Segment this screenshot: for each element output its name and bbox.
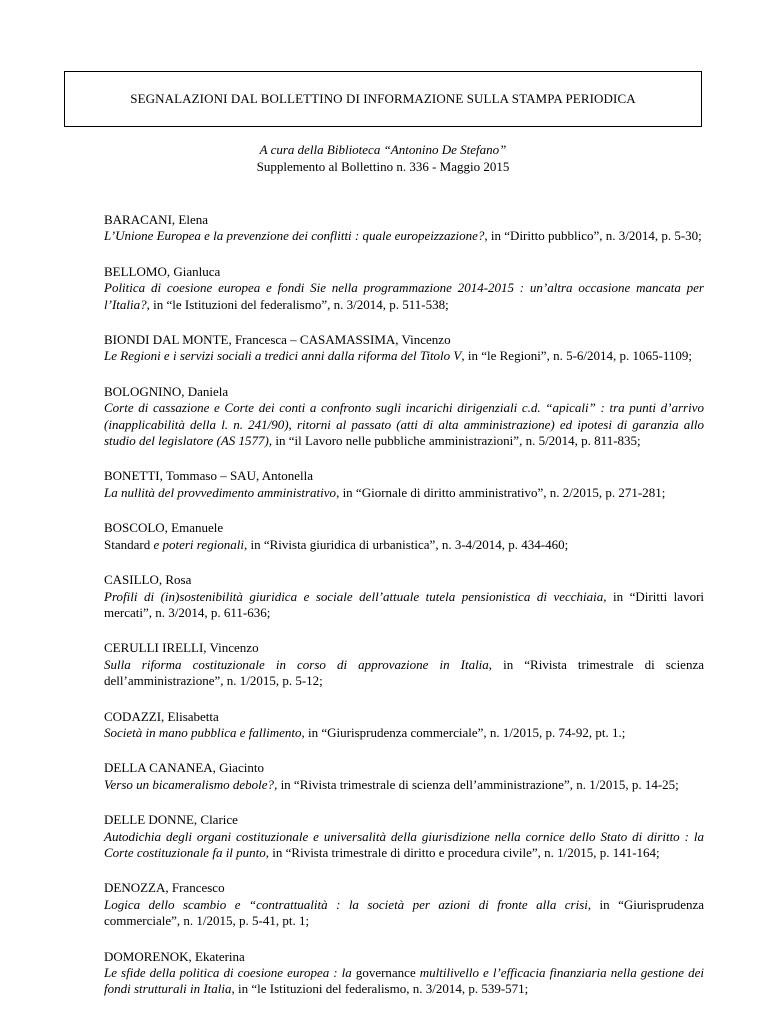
bibliography-entry [104, 468, 704, 501]
bibliography-entry [104, 949, 704, 998]
entry-reference [104, 348, 704, 364]
entry-reference [104, 400, 704, 449]
supplement-line: Supplemento al Bollettino n. 336 - Maggio 2015 [256, 159, 510, 174]
entry-reference [104, 485, 704, 501]
bibliography-entry [104, 332, 704, 365]
entry-title: Le Regioni e i servizi sociali a tredici anni dalla riforma del Titolo V [104, 348, 462, 364]
bibliography-entry [104, 812, 704, 861]
entry-source: , in “Diritto pubblico”, n. 3/2014, p. 5-30; [484, 228, 702, 244]
entry-author: DOMORENOK, Ekaterina [104, 948, 245, 964]
entry-title-upright: governance [355, 965, 416, 980]
entry-source: , in “Rivista trimestrale di diritto e procedura civile”, n. 1/2015, p. 141-164; [265, 844, 660, 860]
entry-author: DELLA CANANEA, Giacinto [104, 760, 264, 776]
entry-reference [104, 280, 704, 313]
entry-source: , in “le Regioni”, n. 5-6/2014, p. 1065-1109; [461, 348, 692, 364]
entry-source: , in “Rivista trimestrale di scienza dell’amministrazione”, n. 1/2015, p. 5-12; [104, 656, 704, 689]
entry-author: BONETTI, Tommaso – SAU, Antonella [104, 468, 314, 484]
entry-reference [104, 589, 704, 622]
entry-source: , in “il Lavoro nelle pubbliche amministrazioni”, n. 5/2014, p. 811-835; [268, 433, 641, 449]
entry-reference [104, 897, 704, 930]
entry-title: Le sfide della politica di coesione europea : la [104, 965, 356, 980]
bibliography-entry [104, 572, 704, 621]
bibliography-list [104, 212, 704, 1017]
entry-title: Logica dello scambio e “contrattualità : la società per azioni di fronte alla crisi [104, 896, 588, 912]
entry-source: , in “Giurisprudenza commerciale”, n. 1/2015, p. 74-92, pt. 1.; [301, 724, 626, 740]
bibliography-entry [104, 760, 704, 793]
header-title: SEGNALAZIONI DAL BOLLETTINO DI INFORMAZIONE SULLA STAMPA PERIODICA [130, 91, 636, 106]
entry-title: e poteri regionali [153, 536, 244, 552]
entry-reference [104, 228, 704, 244]
entry-reference [104, 725, 704, 741]
bibliography-entry [104, 212, 704, 245]
entry-reference [104, 657, 704, 690]
entry-source: , in “Diritti lavori mercati”, n. 3/2014, p. 611-636; [104, 588, 705, 620]
entry-source: , in “Rivista giuridica di urbanistica”, n. 3-4/2014, p. 434-460; [243, 536, 569, 552]
entry-author: CASILLO, Rosa [104, 572, 192, 588]
entry-source: , in “le Istituzioni del federalismo”, n. 3/2014, p. 511-538; [146, 296, 449, 312]
bibliography-entry [104, 384, 704, 450]
entry-author: BOLOGNINO, Daniela [104, 383, 229, 399]
entry-author: BIONDI DAL MONTE, Francesca – CASAMASSIMA, Vincenzo [104, 332, 451, 348]
entry-title: L’Unione Europea e la prevenzione dei conflitti : quale europeizzazione? [104, 228, 485, 244]
header-subtitle [64, 141, 702, 175]
entry-author: DELLE DONNE, Clarice [104, 812, 238, 828]
entry-source: , in “Giurisprudenza commerciale”, n. 1/2015, p. 5-41, pt. 1; [104, 896, 704, 929]
entry-source: , in “Giornale di diritto amministrativo”, n. 2/2015, p. 271-281; [336, 484, 666, 500]
bibliography-entry [104, 520, 704, 553]
entry-source: , in “le Istituzioni del federalismo, n. 3/2014, p. 539-571; [231, 981, 529, 997]
entry-title: Profili di (in)sostenibilità giuridica e sociale dell’attuale tutela pensionistica di vecchiaia [104, 588, 604, 604]
entry-author: CODAZZI, Elisabetta [104, 708, 219, 724]
entry-title: Sulla riforma costituzionale in corso di approvazione in Italia [104, 656, 489, 672]
entry-title: Autodichia degli organi costituzionale e universalità della giurisdizione nella cornice dello Stato di diritto : la Corte costituzionale fa il punto [104, 828, 704, 860]
entry-title: multilivello e l’efficacia finanziaria nella gestione dei fondi strutturali in Italia [104, 965, 704, 997]
curator-line: A cura della Biblioteca “Antonino De Stefano” [259, 142, 507, 157]
entry-author: BOSCOLO, Emanuele [104, 520, 224, 536]
entry-title: Corte di cassazione e Corte dei conti a confronto sugli incarichi dirigenziali c.d. “apicali” : tra punti d’arrivo (inapplicabilità della l. n. 241/90), ritorni al passato (atti di alta amministrazione) ed ipotesi di garanzia allo studio del legislatore (AS 1577) [104, 400, 704, 449]
entry-reference [104, 537, 704, 553]
entry-title: La nullità del provvedimento amministrativo [104, 484, 337, 500]
entry-title: Politica di coesione europea e fondi Sie nella programmazione 2014-2015 : un’altra occasione mancata per l’Italia? [104, 280, 704, 312]
entry-author: CERULLI IRELLI, Vincenzo [104, 640, 259, 656]
bibliography-entry [104, 880, 704, 929]
entry-reference [104, 829, 704, 862]
entry-reference [104, 777, 704, 793]
bibliography-entry [104, 264, 704, 313]
entry-author: DENOZZA, Francesco [104, 880, 225, 896]
entry-title: Verso un bicameralismo debole? [104, 776, 275, 792]
entry-reference [104, 965, 704, 998]
entry-source: , in “Rivista trimestrale di scienza dell’amministrazione”, n. 1/2015, p. 14-25; [274, 776, 679, 792]
bibliography-entry [104, 709, 704, 742]
entry-author: BELLOMO, Gianluca [104, 263, 221, 279]
entry-title-upright: Standard [104, 536, 154, 552]
bibliography-entry [104, 640, 704, 689]
entry-author: BARACANI, Elena [104, 212, 208, 227]
header-title-box [64, 71, 702, 127]
entry-title: Società in mano pubblica e fallimento [104, 724, 302, 740]
